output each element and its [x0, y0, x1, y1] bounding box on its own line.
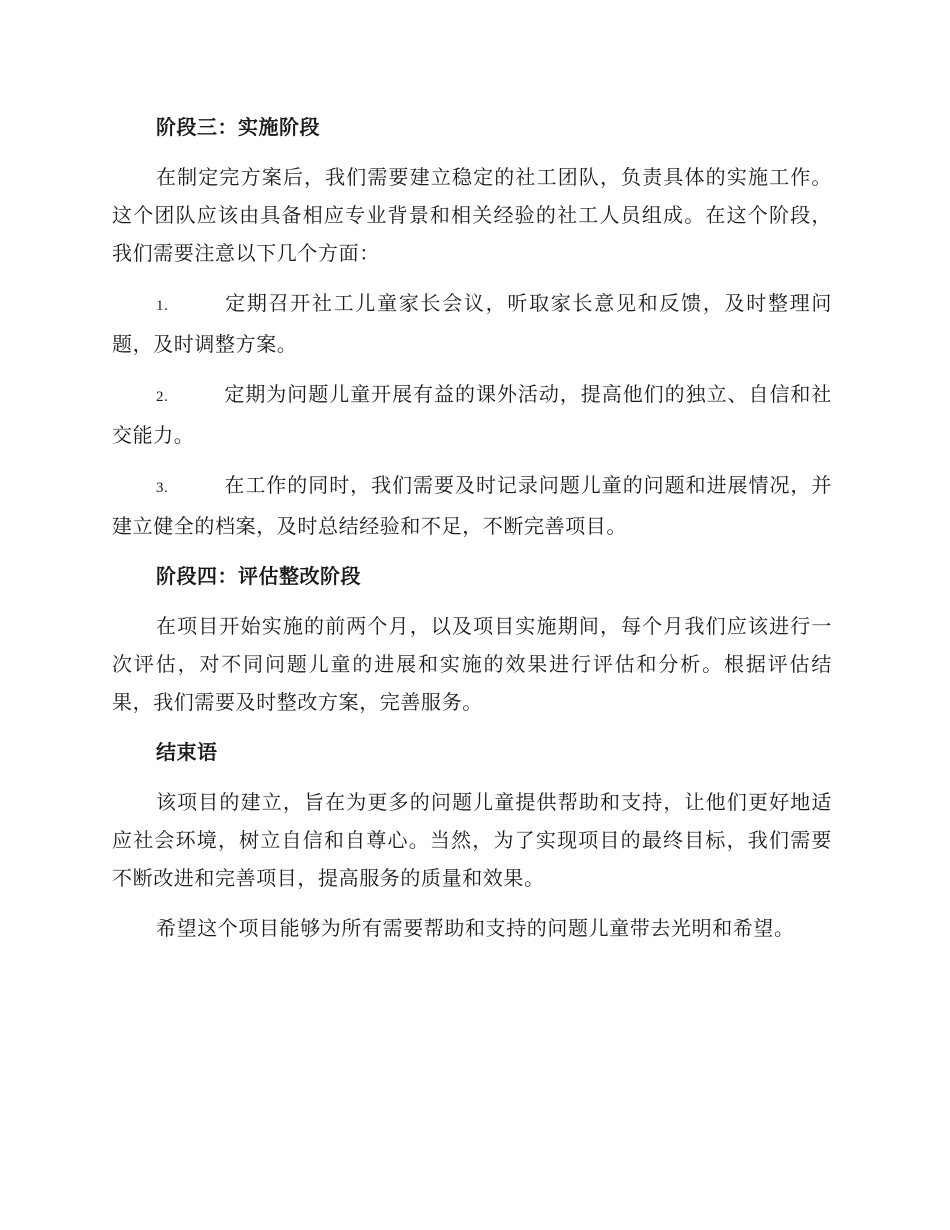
- document-page: [112, 108, 832, 959]
- stage-four-intro: 在项目开始实施的前两个月，以及项目实施期间，每个月我们应该进行一次评估，对不同问题儿童的进展和实施的效果进行评估和分析。根据评估结果，我们需要及时整改方案，完善服务。: [112, 614, 832, 714]
- closing-paragraph: 希望这个项目能够为所有需要帮助和支持的问题儿童带去光明和希望。: [156, 916, 795, 940]
- list-item: [112, 284, 832, 363]
- list-item-text: 在工作的同时，我们需要及时记录问题儿童的问题和进展情况，并建立健全的档案，及时总结经验和不足，不断完善项目。: [112, 473, 832, 538]
- section-heading-conclusion: 结束语: [156, 740, 218, 764]
- list-number: 3.: [156, 480, 169, 496]
- list-item-text: 定期召开社工儿童家长会议，听取家长意见和反馈，及时整理问题，及时调整方案。: [112, 291, 832, 356]
- section-heading-stage-three: 阶段三：实施阶段: [156, 115, 320, 139]
- list-number: 2.: [156, 389, 169, 405]
- list-item-text: 定期为问题儿童开展有益的课外活动，提高他们的独立、自信和社交能力。: [112, 382, 832, 447]
- section-heading-stage-four: 阶段四：评估整改阶段: [156, 564, 361, 588]
- list-item: [112, 375, 832, 454]
- list-item: [112, 466, 832, 545]
- list-number: 1.: [156, 298, 169, 314]
- stage-three-intro: 在制定完方案后，我们需要建立稳定的社工团队，负责具体的实施工作。这个团队应该由具备相应专业背景和相关经验的社工人员组成。在这个阶段，我们需要注意以下几个方面：: [112, 165, 832, 265]
- conclusion-paragraph: 该项目的建立，旨在为更多的问题儿童提供帮助和支持，让他们更好地适应社会环境，树立自信和自尊心。当然，为了实现项目的最终目标，我们需要不断改进和完善项目，提高服务的质量和效果。: [112, 790, 832, 890]
